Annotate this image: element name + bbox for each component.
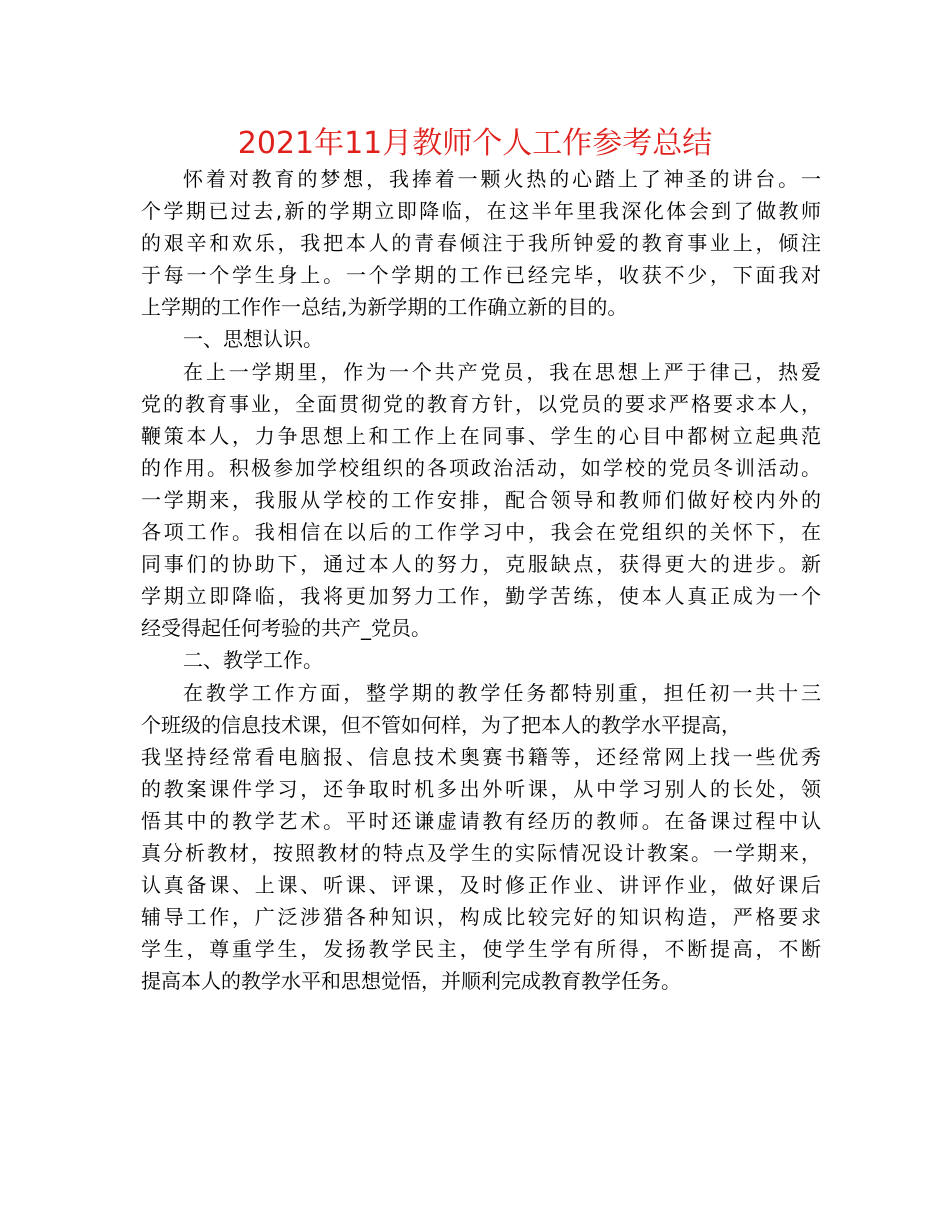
text-line: 在上一学期里，作为一个共产党员，我在思想上严于律己，热爱 — [183, 359, 821, 384]
text-line: 悟其中的教学艺术。平时还谦虚请教有经历的教师。在备课过程中认 — [141, 808, 821, 833]
text-line: 个学期已过去,新的学期立即降临，在这半年里我深化体会到了做教师 — [141, 199, 821, 224]
text-line: 学期立即降临，我将更加努力工作，勤学苦练，使本人真正成为一个 — [141, 584, 821, 609]
text-line: 的艰辛和欢乐，我把本人的青春倾注于我所钟爱的教育事业上，倾注 — [141, 231, 821, 256]
text-line: 的教案课件学习，还争取时机多出外听课，从中学习别人的长处，领 — [141, 776, 821, 801]
text-line: 二、教学工作。 — [183, 648, 323, 673]
text-line: 提高本人的教学水平和思想觉悟，并顺利完成教育教学任务。 — [141, 969, 681, 994]
text-line: 一、思想认识。 — [183, 327, 323, 352]
text-line: 同事们的协助下，通过本人的努力，克服缺点，获得更大的进步。新 — [141, 552, 821, 577]
text-line: 各项工作。我相信在以后的工作学习中，我会在党组织的关怀下，在 — [141, 520, 821, 545]
text-line: 真分析教材，按照教材的特点及学生的实际情况设计教案。一学期来， — [141, 840, 821, 865]
text-line: 鞭策本人，力争思想上和工作上在同事、学生的心目中都树立起典范 — [141, 423, 821, 448]
text-line: 我坚持经常看电脑报、信息技术奥赛书籍等，还经常网上找一些优秀 — [141, 744, 821, 769]
text-line: 怀着对教育的梦想，我捧着一颗火热的心踏上了神圣的讲台。一 — [183, 167, 821, 191]
text-line: 的作用。积极参加学校组织的各项政治活动，如学校的党员冬训活动。 — [141, 455, 821, 480]
text-line: 学生，尊重学生，发扬教学民主，使学生学有所得，不断提高，不断 — [141, 937, 821, 962]
document-title: 2021年11月教师个人工作参考总结 — [237, 126, 713, 161]
text-line: 于每一个学生身上。一个学期的工作已经完毕，收获不少，下面我对 — [141, 263, 821, 288]
text-line: 在教学工作方面，整学期的教学任务都特别重，担任初一共十三 — [183, 680, 821, 705]
text-line: 个班级的信息技术课，但不管如何样，为了把本人的教学水平提高， — [141, 712, 741, 737]
text-line: 认真备课、上课、听课、评课，及时修正作业、讲评作业，做好课后 — [141, 873, 821, 898]
text-line: 上学期的工作作一总结,为新学期的工作确立新的目的。 — [141, 295, 628, 320]
document-body — [141, 163, 821, 997]
text-line: 经受得起任何考验的共产_党员。 — [141, 616, 431, 641]
text-line: 一学期来，我服从学校的工作安排，配合领导和教师们做好校内外的 — [141, 487, 821, 512]
text-line: 辅导工作，广泛涉猎各种知识，构成比较完好的知识构造，严格要求 — [141, 905, 821, 930]
text-line: 党的教育事业，全面贯彻党的教育方针，以党员的要求严格要求本人， — [141, 391, 821, 416]
